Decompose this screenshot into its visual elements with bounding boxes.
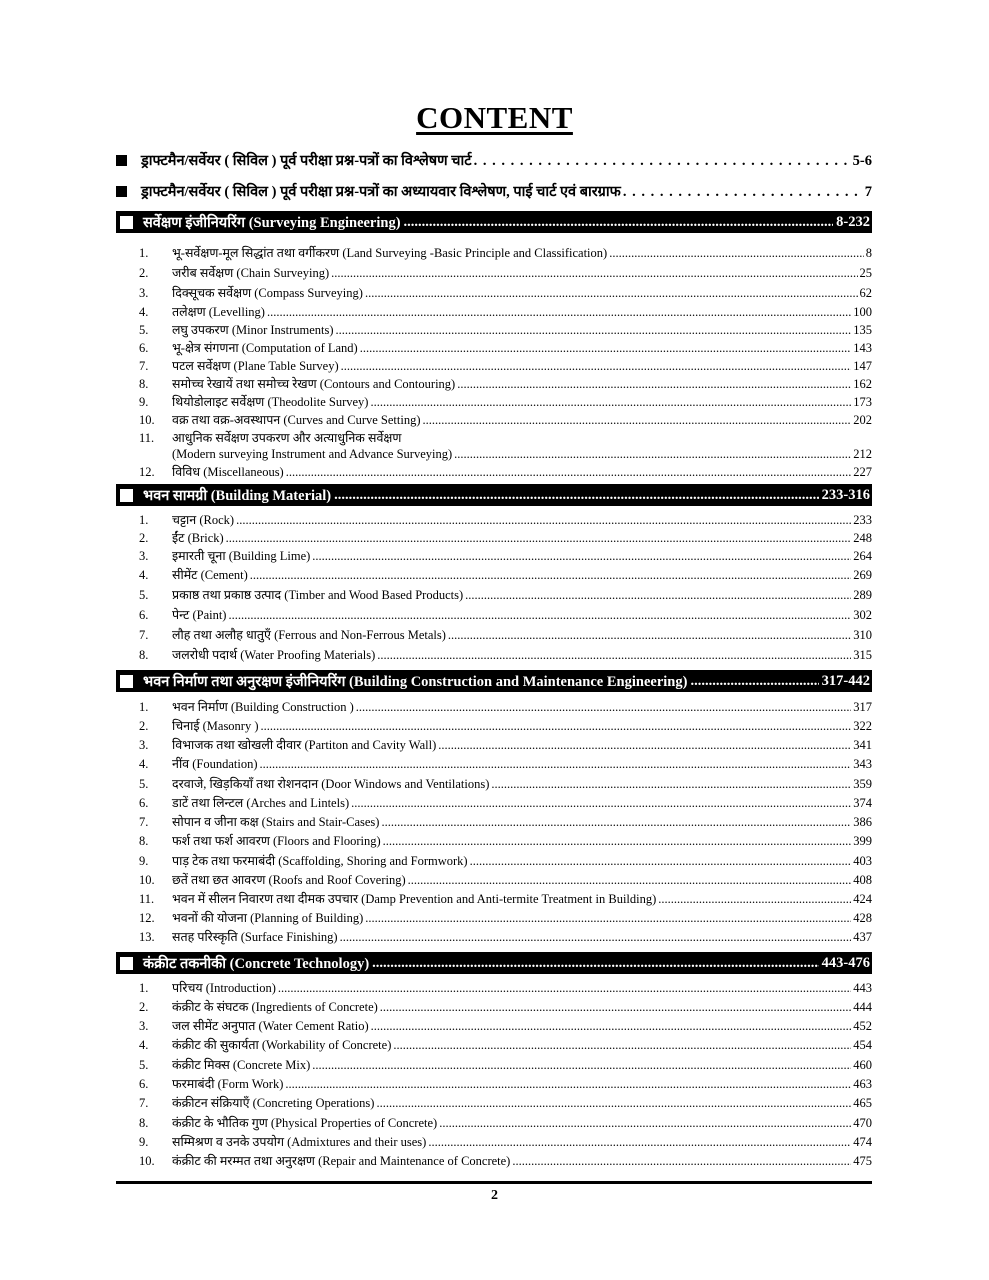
page-title: CONTENT <box>416 100 573 135</box>
entry-body <box>172 266 872 280</box>
entry-title: तलेक्षण (Levelling) <box>172 305 265 319</box>
section-title: सर्वेक्षण इंजीनियरिंग (Surveying Engineering) <box>143 215 401 231</box>
entry-page: 465 <box>853 1096 872 1110</box>
entry-title: नींव (Foundation) <box>172 757 258 771</box>
entry-title: विभाजक तथा खोखली दीवार (Partiton and Cavity Wall) <box>172 738 437 752</box>
entry-body <box>172 395 872 409</box>
leader-dots <box>393 1038 851 1052</box>
entry-page: 62 <box>859 286 872 300</box>
toc-entry <box>139 341 872 355</box>
entry-title: चिनाई (Masonry ) <box>172 719 259 733</box>
entry-page: 289 <box>853 588 872 602</box>
entry-body <box>172 719 872 733</box>
toc-entry <box>139 700 872 714</box>
section-pages: 317-442 <box>821 672 870 689</box>
toc-entry <box>139 359 872 373</box>
section-square-icon <box>120 675 133 688</box>
entry-body <box>172 465 872 479</box>
intro-line-2 <box>116 181 872 201</box>
leader-dots <box>261 719 852 733</box>
entry-page: 437 <box>853 930 872 944</box>
leader-dots <box>376 1096 851 1110</box>
entry-title: सतह परिस्कृति (Surface Finishing) <box>172 930 338 944</box>
entry-number: 4. <box>139 1038 149 1052</box>
entry-number: 11. <box>139 431 155 445</box>
entry-page: 233 <box>853 513 872 527</box>
entry-body <box>172 777 872 791</box>
entry-number: 6. <box>139 608 149 622</box>
entry-page: 444 <box>853 1000 872 1014</box>
entry-title: भवनों की योजना (Planning of Building) <box>172 911 364 925</box>
leader-dots <box>377 648 851 662</box>
entry-body <box>172 1154 872 1168</box>
leader-dots <box>408 873 852 887</box>
toc-entry <box>139 608 872 622</box>
entry-page: 310 <box>853 628 872 642</box>
intro-text: ड्राफ्टमैन/सर्वेयर ( सिविल ) पूर्व परीक्षा प्रश्न-पत्रों का विश्लेषण चार्ट <box>141 153 472 169</box>
entry-number: 6. <box>139 1077 149 1091</box>
leader-dots <box>228 608 851 622</box>
entry-title-continued <box>172 447 872 461</box>
entry-number: 7. <box>139 815 149 829</box>
entry-page: 386 <box>853 815 872 829</box>
leader-dots <box>383 834 852 848</box>
entry-number: 2. <box>139 1000 149 1014</box>
leader-dots <box>250 568 851 582</box>
entry-title: सीमेंट (Cement) <box>172 568 248 582</box>
toc-entry <box>139 757 872 771</box>
entry-title: कंक्रीट की सुकार्यता (Workability of Concrete) <box>172 1038 392 1052</box>
entry-page: 403 <box>853 854 872 868</box>
leader-dots <box>381 815 851 829</box>
entry-number: 9. <box>139 1135 149 1149</box>
section-square-icon <box>120 216 133 229</box>
toc-entry <box>139 431 872 461</box>
leader-dots <box>312 1058 851 1072</box>
intro-text: ड्राफ्टमैन/सर्वेयर ( सिविल ) पूर्व परीक्षा प्रश्न-पत्रों का अध्यायवार विश्लेषण, पाई चार्ट एवं बारग्राफ <box>141 184 621 200</box>
entry-page: 343 <box>853 757 872 771</box>
section-header <box>116 484 872 506</box>
entry-title: भू-सर्वेक्षण-मूल सिद्धांत तथा वर्गीकरण (Land Surveying -Basic Principle and Classification) <box>172 246 608 260</box>
entry-number: 3. <box>139 549 149 563</box>
entry-number: 2. <box>139 719 149 733</box>
toc-entry <box>139 568 872 582</box>
entry-page: 173 <box>853 395 872 409</box>
entry-number: 9. <box>139 395 149 409</box>
entry-page: 162 <box>853 377 872 391</box>
entry-title: पटल सर्वेक्षण (Plane Table Survey) <box>172 359 339 373</box>
toc-entry <box>139 413 872 427</box>
entry-body <box>172 1000 872 1014</box>
leader-dots <box>356 700 851 714</box>
entry-number: 7. <box>139 1096 149 1110</box>
entry-title: समोच्च रेखायें तथा समोच्च रेखण (Contours and Contouring) <box>172 377 456 391</box>
entry-title: विविध (Miscellaneous) <box>172 465 284 479</box>
entry-body <box>172 757 872 771</box>
entry-title: चट्टान (Rock) <box>172 513 235 527</box>
section-title: कंक्रीट तकनीकी (Concrete Technology) <box>143 956 370 972</box>
entry-title: जल सीमेंट अनुपात (Water Cement Ratio) <box>172 1019 369 1033</box>
toc-entry <box>139 1038 872 1052</box>
leader-dots <box>404 214 834 231</box>
leader-dots <box>423 413 852 427</box>
entry-number: 3. <box>139 286 149 300</box>
entry-number: 5. <box>139 323 149 337</box>
entry-number: 8. <box>139 1116 149 1130</box>
entry-number: 2. <box>139 531 149 545</box>
entry-body <box>172 930 872 944</box>
entry-body <box>172 305 872 319</box>
toc-entry <box>139 1096 872 1110</box>
entry-body <box>172 834 872 848</box>
entry-number: 11. <box>139 892 155 906</box>
toc-entry <box>139 911 872 925</box>
bullet-square-icon <box>116 155 127 166</box>
entry-body <box>172 648 872 662</box>
entry-number: 8. <box>139 648 149 662</box>
entry-number: 4. <box>139 305 149 319</box>
toc-entry <box>139 531 872 545</box>
entry-page: 452 <box>853 1019 872 1033</box>
entry-title: परिचय (Introduction) <box>172 981 276 995</box>
entry-body <box>172 513 872 527</box>
entry-page: 341 <box>853 738 872 752</box>
leader-dots <box>236 513 851 527</box>
toc-entry <box>139 305 872 319</box>
toc-entry <box>139 815 872 829</box>
entry-title: प्रकाष्ठ तथा प्रकाष्ठ उत्पाद (Timber and Wood Based Products) <box>172 588 464 602</box>
entry-title: पाड़ टेक तथा फरमाबंदी (Scaffolding, Shoring and Formwork) <box>172 854 468 868</box>
entry-title: थियोडोलाइट सर्वेक्षण (Theodolite Survey) <box>172 395 369 409</box>
toc-entry <box>139 777 872 791</box>
entry-number: 6. <box>139 796 149 810</box>
leader-dots <box>370 395 851 409</box>
entry-page: 135 <box>853 323 872 337</box>
entry-body <box>172 628 872 642</box>
entry-body <box>172 246 872 260</box>
entry-body <box>172 873 872 887</box>
leader-dots <box>278 981 851 995</box>
entry-body <box>172 323 872 337</box>
section-header <box>116 952 872 974</box>
leader-dots <box>380 1000 851 1014</box>
entry-body <box>172 341 872 355</box>
leader-dots <box>267 305 851 319</box>
leader-dots <box>658 892 851 906</box>
section-pages: 443-476 <box>821 954 870 971</box>
entry-page: 475 <box>853 1154 872 1168</box>
toc-entry <box>139 1154 872 1168</box>
entry-page: 227 <box>853 465 872 479</box>
entry-body <box>172 911 872 925</box>
toc-entry <box>139 266 872 280</box>
toc-entry <box>139 719 872 733</box>
entry-page: 359 <box>853 777 872 791</box>
toc-entry <box>139 246 872 260</box>
leader-dots <box>365 286 858 300</box>
entry-title: फरमाबंदी (Form Work) <box>172 1077 284 1091</box>
entry-page: 322 <box>853 719 872 733</box>
leader-dots <box>336 323 852 337</box>
entry-body <box>172 286 872 300</box>
leader-dots <box>286 465 852 479</box>
entry-number: 5. <box>139 1058 149 1072</box>
entry-body <box>172 1019 872 1033</box>
toc-entry <box>139 854 872 868</box>
entry-number: 5. <box>139 777 149 791</box>
section-header <box>116 211 872 233</box>
leader-dots <box>351 796 851 810</box>
entry-number: 12. <box>139 465 155 479</box>
entry-body <box>172 700 872 714</box>
entry-number: 12. <box>139 911 155 925</box>
entry-number: 10. <box>139 413 155 427</box>
leader-dots <box>491 777 851 791</box>
entry-page: 424 <box>853 892 872 906</box>
entry-number: 4. <box>139 568 149 582</box>
leader-dots <box>465 588 851 602</box>
entry-page: 25 <box>859 266 872 280</box>
entry-number: 8. <box>139 377 149 391</box>
toc-entry <box>139 981 872 995</box>
entry-number: 1. <box>139 981 149 995</box>
toc-entry <box>139 588 872 602</box>
toc-entry <box>139 796 872 810</box>
leader-dots <box>690 673 818 690</box>
entry-title: इमारती चूना (Building Lime) <box>172 549 311 563</box>
entry-body <box>172 549 872 563</box>
section-title: भवन सामग्री (Building Material) <box>143 488 332 504</box>
toc-entry <box>139 549 872 563</box>
toc-entry <box>139 286 872 300</box>
leader-dots <box>372 955 818 972</box>
leader-dots <box>340 930 852 944</box>
entry-body <box>172 359 872 373</box>
leader-dots <box>457 377 851 391</box>
toc-entry <box>139 377 872 391</box>
intro-line-1 <box>116 150 872 170</box>
entry-body <box>172 815 872 829</box>
entry-title: कंक्रीट के संघटक (Ingredients of Concrete) <box>172 1000 378 1014</box>
entry-page: 315 <box>853 648 872 662</box>
entry-page: 460 <box>853 1058 872 1072</box>
entry-number: 1. <box>139 513 149 527</box>
entry-number: 8. <box>139 834 149 848</box>
leader-dots <box>470 854 852 868</box>
entry-page: 143 <box>853 341 872 355</box>
entry-body <box>172 738 872 752</box>
leader-dots <box>312 549 851 563</box>
leader-dots <box>260 757 852 771</box>
entry-page: 399 <box>853 834 872 848</box>
entry-body <box>172 1038 872 1052</box>
entry-title: सम्मिश्रण व उनके उपयोग (Admixtures and their uses) <box>172 1135 427 1149</box>
entry-number: 1. <box>139 246 149 260</box>
section-header <box>116 670 872 692</box>
leader-dots <box>623 184 863 201</box>
entry-page: 147 <box>853 359 872 373</box>
entry-page: 374 <box>853 796 872 810</box>
leader-dots <box>331 266 857 280</box>
entry-page: 428 <box>853 911 872 925</box>
entry-number: 1. <box>139 700 149 714</box>
leader-dots <box>512 1154 851 1168</box>
entry-title: छतें तथा छत आवरण (Roofs and Roof Covering) <box>172 873 406 887</box>
entry-title: डाटें तथा लिन्टल (Arches and Lintels) <box>172 796 350 810</box>
entry-page: 463 <box>853 1077 872 1091</box>
entry-number: 9. <box>139 854 149 868</box>
entry-title: भवन में सीलन निवारण तथा दीमक उपचार (Damp Prevention and Anti-termite Treatment in Building) <box>172 892 657 906</box>
bullet-square-icon <box>116 186 127 197</box>
entry-number: 6. <box>139 341 149 355</box>
toc-entry <box>139 1019 872 1033</box>
entry-body <box>172 1058 872 1072</box>
entry-body <box>172 1116 872 1130</box>
entry-title: जरीब सर्वेक्षण (Chain Surveying) <box>172 266 330 280</box>
toc-entry <box>139 1058 872 1072</box>
entry-page: 408 <box>853 873 872 887</box>
entry-body <box>172 981 872 995</box>
leader-dots <box>439 1116 851 1130</box>
entry-page: 443 <box>853 981 872 995</box>
entry-page: 454 <box>853 1038 872 1052</box>
intro-page: 5-6 <box>852 153 872 169</box>
entry-body <box>172 854 872 868</box>
entry-body <box>172 431 872 461</box>
entry-title: पेन्ट (Paint) <box>172 608 227 622</box>
entry-page: 302 <box>853 608 872 622</box>
section-title: भवन निर्माण तथा अनुरक्षण इंजीनियरिंग (Building Construction and Maintenance Engineering) <box>143 674 688 690</box>
section-square-icon <box>120 957 133 970</box>
entry-page: 474 <box>853 1135 872 1149</box>
toc-entry <box>139 648 872 662</box>
toc-entry <box>139 892 872 906</box>
toc-entry <box>139 1000 872 1014</box>
entry-page: 248 <box>853 531 872 545</box>
entry-body <box>172 413 872 427</box>
leader-dots <box>334 487 819 504</box>
entry-body <box>172 1077 872 1091</box>
entry-body <box>172 892 872 906</box>
entry-page: 470 <box>853 1116 872 1130</box>
entry-body <box>172 1135 872 1149</box>
toc-entry <box>139 628 872 642</box>
leader-dots <box>448 628 851 642</box>
entry-number: 3. <box>139 738 149 752</box>
entry-number: 7. <box>139 628 149 642</box>
leader-dots <box>365 911 851 925</box>
entry-title: आधुनिक सर्वेक्षण उपकरण और अत्याधुनिक सर्वेक्षण <box>172 431 402 445</box>
entry-page: 212 <box>853 447 872 461</box>
entry-title: कंक्रीट के भौतिक गुण (Physical Properties of Concrete) <box>172 1116 438 1130</box>
entry-body <box>172 568 872 582</box>
entry-body <box>172 531 872 545</box>
leader-dots <box>454 447 851 461</box>
leader-dots <box>428 1135 851 1149</box>
toc-entry <box>139 738 872 752</box>
leader-dots <box>226 531 852 545</box>
entry-title: भू-क्षेत्र संगणना (Computation of Land) <box>172 341 358 355</box>
leader-dots <box>360 341 852 355</box>
toc-entry <box>139 465 872 479</box>
toc-entry <box>139 395 872 409</box>
entry-body <box>172 796 872 810</box>
entry-title: कंक्रीटन संक्रियाएँ (Concreting Operations) <box>172 1096 375 1110</box>
entry-body <box>172 1096 872 1110</box>
entry-number: 10. <box>139 873 155 887</box>
footer-divider <box>116 1181 872 1184</box>
entry-title: कंक्रीट की मरम्मत तथा अनुरक्षण (Repair and Maintenance of Concrete) <box>172 1154 511 1168</box>
toc-entry <box>139 1135 872 1149</box>
toc-entry <box>139 834 872 848</box>
entry-title: दिक्सूचक सर्वेक्षण (Compass Surveying) <box>172 286 363 300</box>
entry-body <box>172 377 872 391</box>
entry-number: 7. <box>139 359 149 373</box>
section-pages: 8-232 <box>836 213 870 230</box>
entry-page: 317 <box>853 700 872 714</box>
entry-title: लौह तथा अलौह धातुएँ (Ferrous and Non-Ferrous Metals) <box>172 628 446 642</box>
leader-dots <box>371 1019 852 1033</box>
leader-dots <box>474 153 851 170</box>
leader-dots <box>341 359 852 373</box>
leader-dots <box>285 1077 851 1091</box>
entry-title: दरवाजे, खिड़कियाँ तथा रोशनदान (Door Windows and Ventilations) <box>172 777 490 791</box>
toc-entry <box>139 873 872 887</box>
entry-number: 4. <box>139 757 149 771</box>
entry-page: 269 <box>853 568 872 582</box>
entry-title: जलरोधी पदार्थ (Water Proofing Materials) <box>172 648 376 662</box>
toc-entry <box>139 1116 872 1130</box>
entry-title: फर्श तथा फर्श आवरण (Floors and Flooring) <box>172 834 381 848</box>
entry-title: लघु उपकरण (Minor Instruments) <box>172 323 334 337</box>
entry-number: 10. <box>139 1154 155 1168</box>
entry-subtitle: (Modern surveying Instrument and Advance Surveying) <box>172 447 453 461</box>
entry-page: 202 <box>853 413 872 427</box>
toc-entry <box>139 513 872 527</box>
toc-entry <box>139 930 872 944</box>
entry-page: 8 <box>865 246 872 260</box>
entry-body <box>172 588 872 602</box>
entry-page: 264 <box>853 549 872 563</box>
entry-title: ईंट (Brick) <box>172 531 224 545</box>
intro-page: 7 <box>864 184 872 200</box>
entry-title: सोपान व जीना कक्ष (Stairs and Stair-Cases) <box>172 815 380 829</box>
section-square-icon <box>120 489 133 502</box>
entry-number: 13. <box>139 930 155 944</box>
toc-entry <box>139 1077 872 1091</box>
entry-number: 3. <box>139 1019 149 1033</box>
entry-title: कंक्रीट मिक्स (Concrete Mix) <box>172 1058 311 1072</box>
entry-page: 100 <box>853 305 872 319</box>
entry-number: 5. <box>139 588 149 602</box>
entry-title: वक्र तथा वक्र-अवस्थापन (Curves and Curve Setting) <box>172 413 421 427</box>
toc-entry <box>139 323 872 337</box>
page-number: 2 <box>491 1188 498 1203</box>
entry-title: भवन निर्माण (Building Construction ) <box>172 700 354 714</box>
entry-number: 2. <box>139 266 149 280</box>
entry-body <box>172 608 872 622</box>
leader-dots <box>609 246 864 260</box>
leader-dots <box>438 738 851 752</box>
section-pages: 233-316 <box>821 486 870 503</box>
